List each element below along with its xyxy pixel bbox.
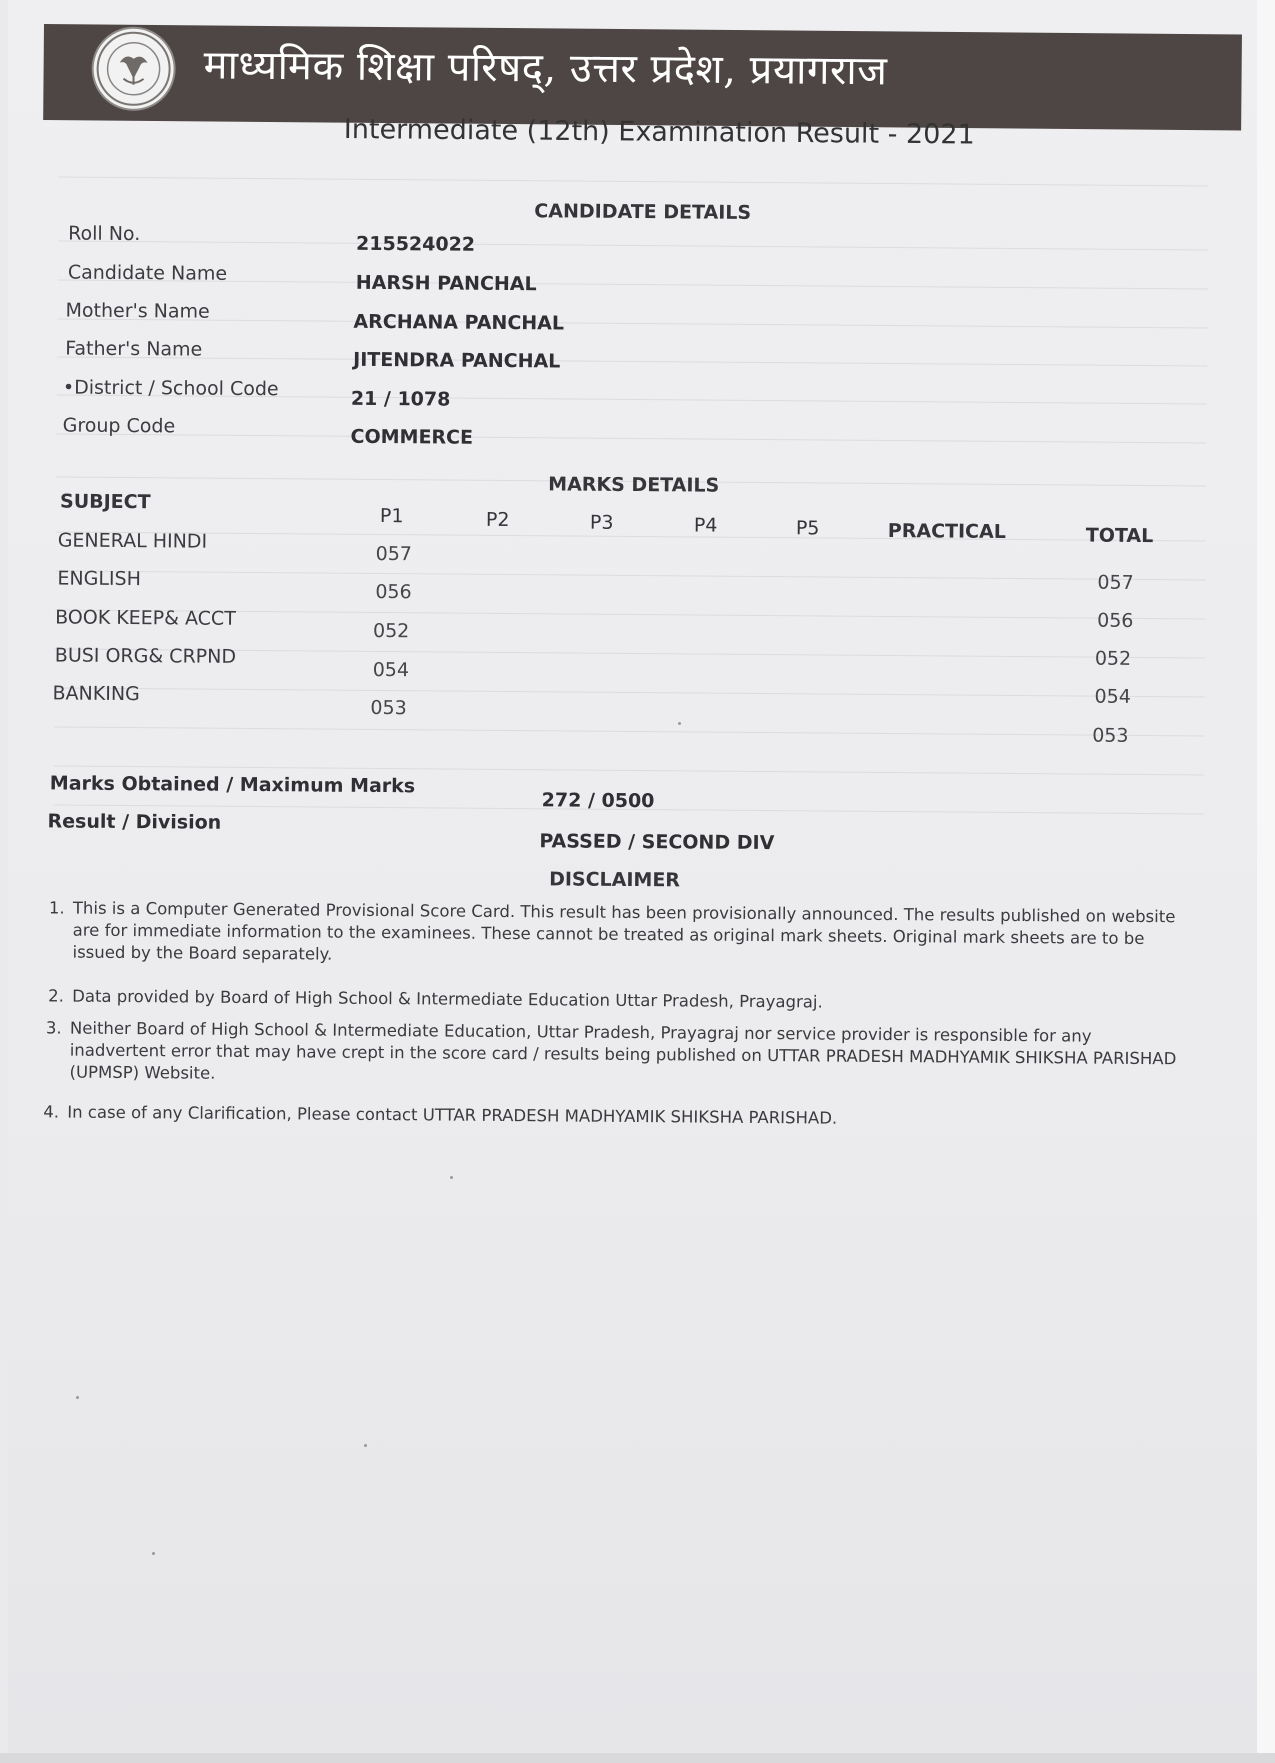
board-title: माध्यमिक शिक्षा परिषद्, उत्तर प्रदेश, प्रयागराज — [203, 42, 888, 95]
table-row-total: 052 — [1094, 647, 1132, 670]
candidate-details-heading: CANDIDATE DETAILS — [534, 200, 752, 224]
exam-title: Intermediate (12th) Examination Result - 2021 — [343, 114, 975, 151]
scan-speck — [678, 722, 681, 725]
scan-speck — [364, 1444, 367, 1447]
disclaimer-item — [48, 986, 1192, 1017]
table-row-p1: 054 — [372, 658, 410, 682]
disclaimer-text: In case of any Clarification, Please contact UTTAR PRADESH MADHYAMIK SHIKSHA PARISHAD. — [67, 1102, 838, 1128]
scan-speck — [76, 1396, 79, 1399]
disclaimer-item — [45, 1018, 1189, 1093]
disclaimer-number: 2. — [48, 986, 65, 1006]
group-code-value: COMMERCE — [350, 425, 474, 449]
table-row-subject: BOOK KEEP& ACCT — [55, 606, 236, 630]
table-row-p1: 057 — [375, 542, 413, 566]
district-school-code-value: 21 / 1078 — [350, 387, 451, 411]
col-p2: P2 — [485, 508, 510, 532]
disclaimer-text: Neither Board of High School & Intermediate Education, Uttar Pradesh, Prayagraj nor service provider is responsible for any inadvertent error that may have crept in the score card / results being published on UTTAR PRADESH MADHYAMIK SHIKSHA PARISHAD (UPMSP) Website. — [69, 1018, 1177, 1083]
disclaimer-item — [48, 898, 1192, 973]
table-row-p1: 056 — [375, 580, 412, 604]
disclaimer-number: 3. — [45, 1018, 62, 1038]
table-row-subject: BUSI ORG& CRPND — [54, 644, 237, 668]
roll-no-label: Roll No. — [68, 222, 141, 246]
candidate-name-label: Candidate Name — [67, 261, 228, 285]
table-row-subject: ENGLISH — [57, 567, 142, 591]
roll-no-value: 215524022 — [356, 232, 476, 256]
result-division-value: PASSED / SECOND DIV — [539, 830, 775, 855]
col-p5: P5 — [795, 517, 820, 540]
mother-name-value: ARCHANA PANCHAL — [353, 310, 565, 335]
candidate-name-value: HARSH PANCHAL — [355, 271, 537, 296]
disclaimer-text: Data provided by Board of High School & Intermediate Education Uttar Pradesh, Prayagraj. — [72, 986, 823, 1012]
marks-obtained-label: Marks Obtained / Maximum Marks — [49, 772, 416, 798]
marks-obtained-value: 272 / 0500 — [541, 789, 655, 813]
marks-details-heading: MARKS DETAILS — [548, 473, 720, 497]
col-subject: SUBJECT — [59, 490, 151, 514]
disclaimer-number: 1. — [48, 898, 65, 918]
table-row-subject: GENERAL HINDI — [57, 529, 208, 553]
table-row-total: 054 — [1094, 685, 1131, 708]
col-p4: P4 — [693, 514, 718, 537]
table-row-subject: BANKING — [52, 682, 140, 706]
col-total: TOTAL — [1085, 524, 1154, 548]
district-school-code-label: •District / School Code — [62, 376, 279, 401]
father-name-value: JITENDRA PANCHAL — [353, 348, 561, 373]
disclaimer-text: This is a Computer Generated Provisional Score Card. This result has been provisionally announced. The results published on website are for immediate information to the examinees. These cannot be treated as original mark sheets. Original mark sheets are to be issued by the Board separately. — [72, 898, 1176, 964]
col-p3: P3 — [589, 511, 614, 534]
table-row-p1: 052 — [372, 619, 410, 643]
table-row-p1: 053 — [370, 696, 407, 720]
group-code-label: Group Code — [62, 414, 176, 438]
table-row-total: 053 — [1092, 724, 1129, 747]
mother-name-label: Mother's Name — [65, 299, 210, 323]
disclaimer-heading: DISCLAIMER — [549, 868, 681, 892]
table-row-total: 057 — [1097, 571, 1134, 594]
result-division-label: Result / Division — [47, 810, 222, 834]
disclaimer-number: 4. — [43, 1102, 60, 1122]
col-practical: PRACTICAL — [887, 519, 1006, 543]
col-p1: P1 — [379, 505, 404, 528]
scan-speck — [152, 1552, 155, 1555]
scan-speck — [450, 1176, 453, 1179]
table-row-total: 056 — [1097, 609, 1134, 632]
disclaimer-item — [43, 1102, 1187, 1133]
father-name-label: Father's Name — [65, 337, 203, 361]
